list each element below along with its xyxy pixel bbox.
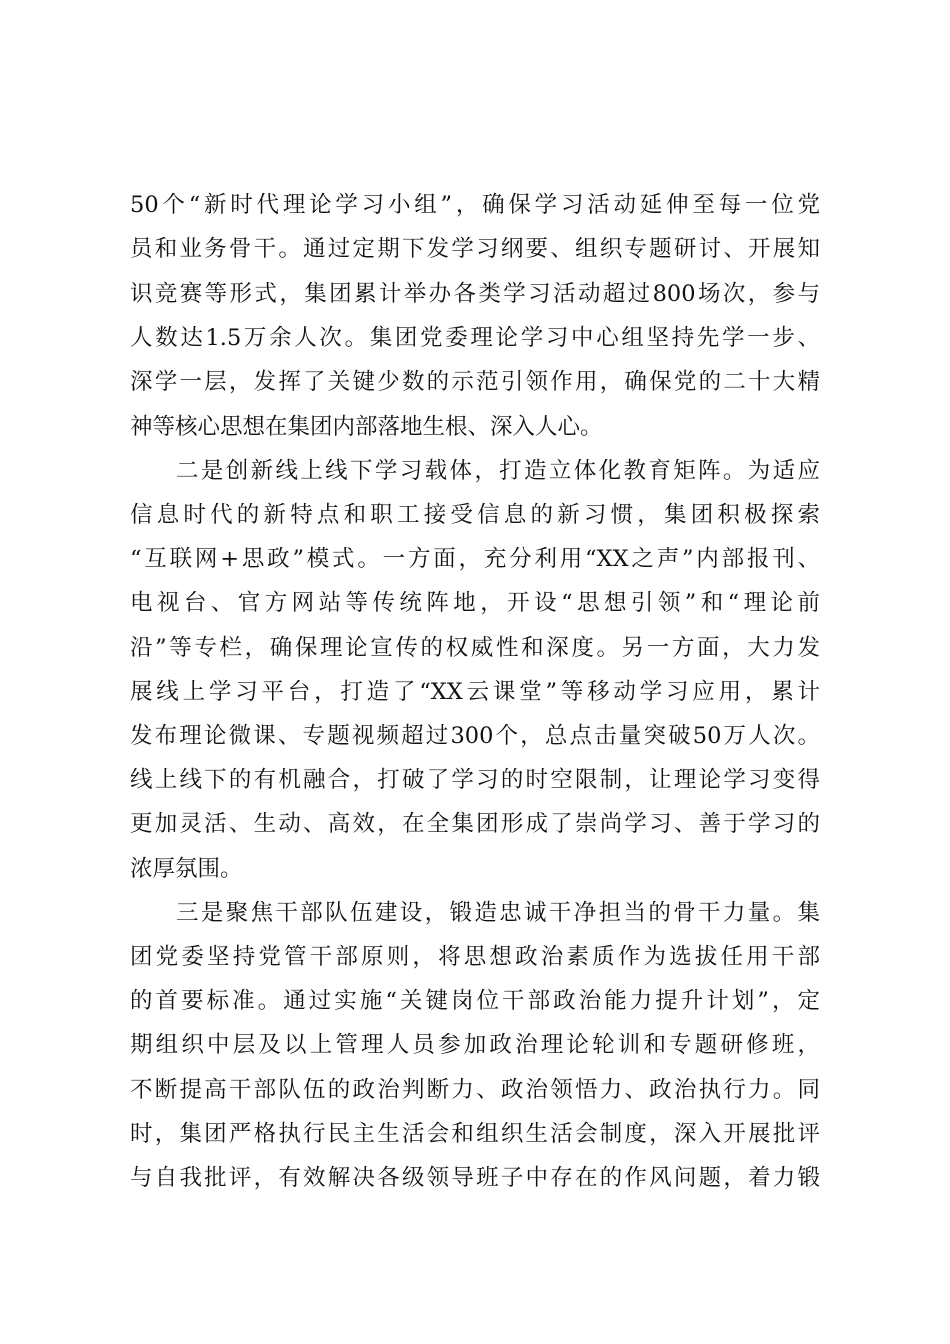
text-line: 发布理论微课、专题视频超过300个，总点击量突破50万人次。 <box>130 723 820 749</box>
text-line: “互联网+思政”模式。一方面，充分利用“XX之声”内部报刊、 <box>130 546 820 572</box>
text-line: 电视台、官方网站等传统阵地，开设“思想引领”和“理论前 <box>130 590 820 616</box>
text-line: 团党委坚持党管干部原则，将思想政治素质作为选拔任用干部 <box>130 944 820 970</box>
text-line: 浓厚氛围。 <box>130 856 243 882</box>
text-line: 二是创新线上线下学习载体，打造立体化教育矩阵。为适应 <box>176 458 820 484</box>
text-line: 展线上学习平台，打造了“XX云课堂”等移动学习应用，累计 <box>130 679 820 705</box>
text-line: 员和业务骨干。通过定期下发学习纲要、组织专题研讨、开展知 <box>130 236 820 262</box>
text-line: 识竞赛等形式，集团累计举办各类学习活动超过800场次，参与 <box>130 281 820 307</box>
text-line: 沿”等专栏，确保理论宣传的权威性和深度。另一方面，大力发 <box>130 635 820 661</box>
text-line: 三是聚焦干部队伍建设，锻造忠诚干净担当的骨干力量。集 <box>176 900 820 926</box>
text-line: 更加灵活、生动、高效，在全集团形成了崇尚学习、善于学习的 <box>130 811 820 837</box>
text-line: 与自我批评，有效解决各级领导班子中存在的作风问题，着力锻 <box>130 1165 820 1191</box>
text-line: 的首要标准。通过实施“关键岗位干部政治能力提升计划”，定 <box>130 988 820 1014</box>
text-line: 神等核心思想在集团内部落地生根、深入人心。 <box>130 414 603 440</box>
text-line: 期组织中层及以上管理人员参加政治理论轮训和专题研修班， <box>130 1032 820 1058</box>
text-line: 线上线下的有机融合，打破了学习的时空限制，让理论学习变得 <box>130 767 820 793</box>
text-line: 时，集团严格执行民主生活会和组织生活会制度，深入开展批评 <box>130 1121 820 1147</box>
text-line: 人数达1.5万余人次。集团党委理论学习中心组坚持先学一步、 <box>130 325 820 351</box>
text-line: 信息时代的新特点和职工接受信息的新习惯，集团积极探索 <box>130 502 820 528</box>
text-line: 深学一层，发挥了关键少数的示范引领作用，确保党的二十大精 <box>130 369 820 395</box>
text-line: 不断提高干部队伍的政治判断力、政治领悟力、政治执行力。同 <box>130 1077 820 1103</box>
text-line: 50个“新时代理论学习小组”，确保学习活动延伸至每一位党 <box>130 192 820 218</box>
